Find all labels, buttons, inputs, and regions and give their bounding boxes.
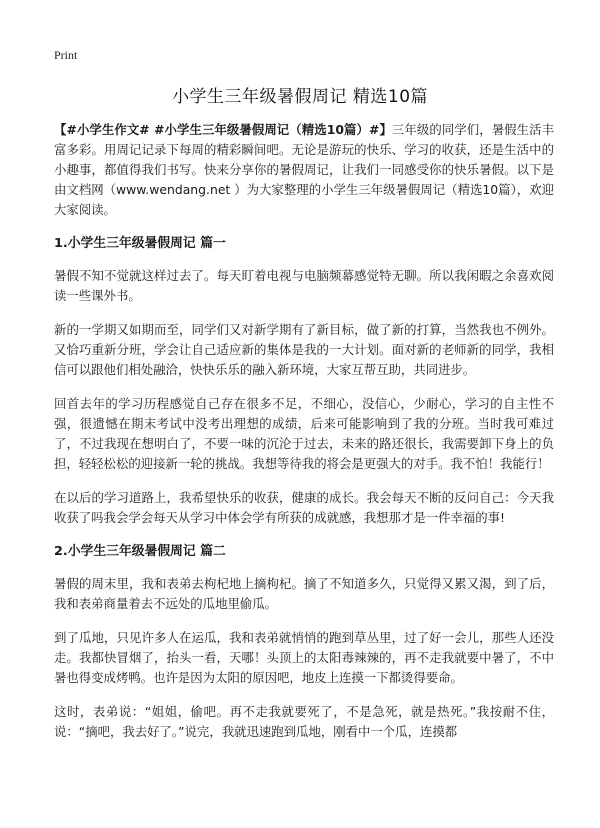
section-1-paragraph-4: 在以后的学习道路上，我希望快乐的收获，健康的成长。我会每天不断的反问自己：今天我收获了吗我会学会每天从学习中体会学有所获的成就感，我想那才是一件幸福的事!: [54, 490, 554, 525]
print-label: Print: [54, 48, 78, 62]
intro-text: 三年级的同学们，暑假生活丰富多彩。用周记记录下每周的精彩瞬间吧。无论是游玩的快乐、学习的收获，还是生活中的小趣事，都值得我们书写。快来分享你的暑假周记，让我们一同感受你的快乐暑假。以下是由文档网（www.wendang.net ）为大家整理的小学生三年级暑假周记（精选10篇），欢迎大家阅读。: [54, 122, 554, 217]
article-body: [54, 120, 554, 756]
section-2-paragraph-3: 这时，表弟说：“姐姐，偷吧。再不走我就要死了，不是急死，就是热死。”我按耐不住，说：“摘吧，我去好了。”说完，我就迅速跑到瓜地，刚看中一个瓜，连摸都: [54, 704, 554, 739]
section-2-paragraph-2: 到了瓜地，只见许多人在运瓜，我和表弟就悄悄的跑到草丛里，过了好一会儿，那些人还没走。我都快冒烟了，抬头一看，天哪！头顶上的太阳毒辣辣的，再不走我就要中暑了，不中暑也得变成烤鸭。也许是因为太阳的原因吧，地皮上连摸一下都烫得要命。: [54, 630, 554, 685]
section-1-paragraph-3: 回首去年的学习历程感觉自己存在很多不足，不细心，没信心，少耐心，学习的自主性不强，很遗憾在期末考试中没考出理想的成绩，后来可能影响到了我的分班。当时我可难过了，不过我现在想明白了，不要一味的沉沦于过去，未来的路还很长，我需要卸下身上的负担，轻轻松松的迎接新一轮的挑战。我想等待我的将会是更强大的对手。我不怕！我能行！: [54, 396, 554, 471]
section-2-paragraph-1: 暑假的周末里，我和表弟去枸杞地上摘枸杞。摘了不知道多久，只觉得又累又渴，到了后，我和表弟商量着去不远处的瓜地里偷瓜。: [54, 576, 554, 611]
intro-tags: 【#小学生作文# #小学生三年级暑假周记（精选10篇）#】: [54, 122, 392, 137]
intro-paragraph: [54, 120, 554, 220]
page-title: 小学生三年级暑假周记 精选10篇: [171, 87, 429, 107]
section-heading-1: 1.小学生三年级暑假周记 篇一: [54, 236, 226, 251]
section-1-paragraph-2: 新的一学期又如期而至，同学们又对新学期有了新目标，做了新的打算，当然我也不例外。又恰巧重新分班，学会让自己适应新的集体是我的一大计划。面对新的老师新的同学，我相信可以跟他们相处融洽，快快乐乐的融入新环境，大家互帮互助，共同进步。: [54, 322, 554, 377]
section-heading-2: 2.小学生三年级暑假周记 篇二: [54, 544, 226, 559]
section-1-paragraph-1: 暑假不知不觉就这样过去了。每天盯着电视与电脑频幕感觉特无聊。所以我闲暇之余喜欢阅读一些课外书。: [54, 268, 554, 303]
